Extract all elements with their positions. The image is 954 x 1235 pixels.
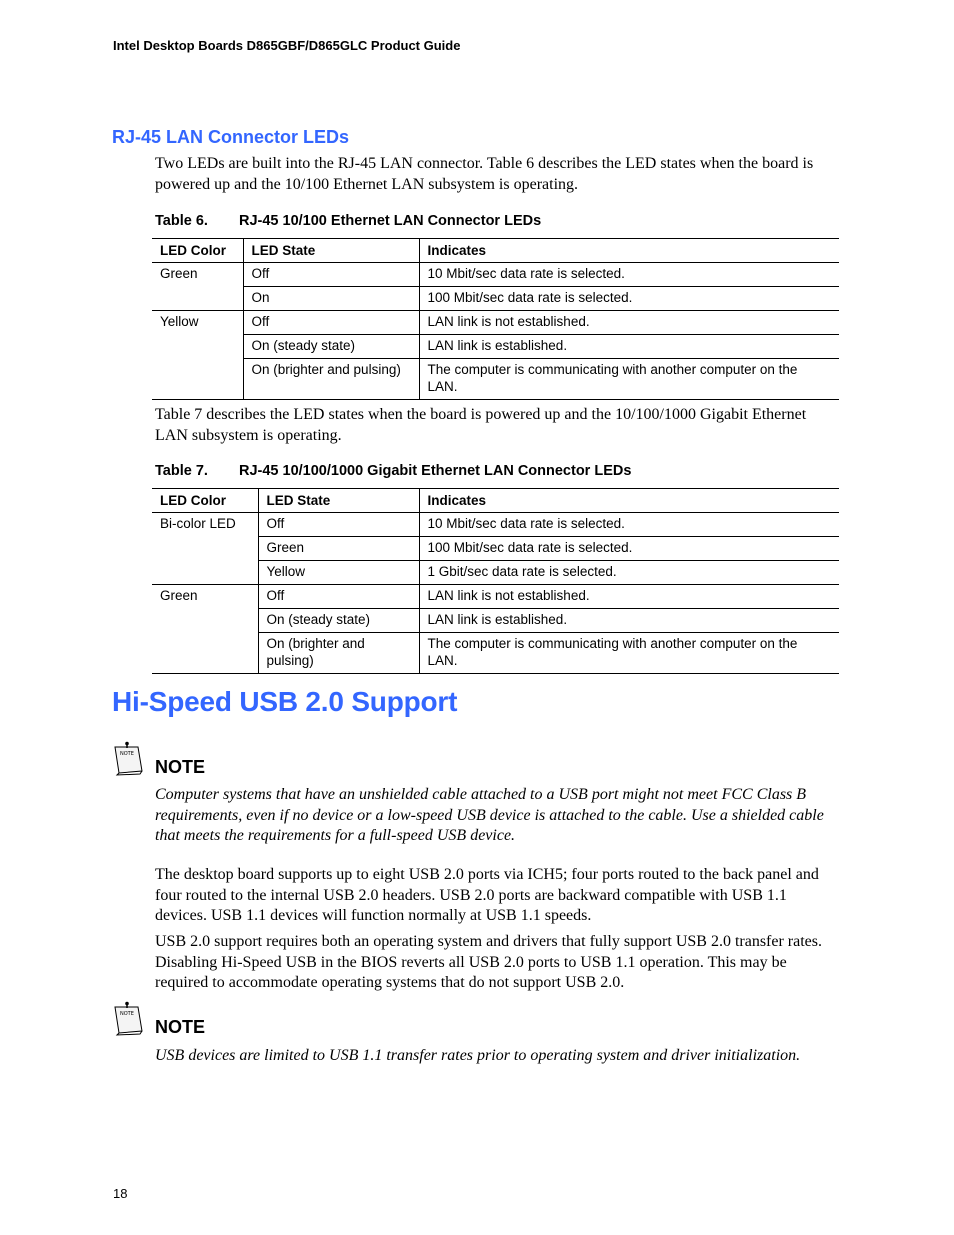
table6-cell-color (152, 359, 243, 400)
table6-cell-indicates: LAN link is not established. (419, 311, 839, 335)
table7-cell-color: Green (152, 585, 258, 609)
table7-cell-color (152, 633, 258, 674)
table6-caption (155, 213, 541, 229)
note-title: NOTE (155, 757, 206, 777)
note-icon (111, 741, 145, 777)
note-title: NOTE (155, 1017, 206, 1037)
table7-cell-indicates: LAN link is not established. (419, 585, 839, 609)
page-number: 18 (113, 1186, 128, 1201)
table7-cell-state: On (steady state) (258, 609, 419, 633)
note-text: USB devices are limited to USB 1.1 transfer rates prior to operating system and driver initialization. (155, 1047, 801, 1064)
section-heading-usb: Hi-Speed USB 2.0 Support (112, 686, 458, 717)
table7-title: RJ-45 10/100/1000 Gigabit Ethernet LAN Connector LEDs (239, 463, 632, 479)
usb-paragraph-1: The desktop board supports up to eight USB 2.0 ports via ICH5; four ports routed to the back panel and four routed to the internal USB 2.0 headers. USB 2.0 ports are backward compatible with USB 1.1 devices. USB 1.1 devices will function normally at USB 1.1 speeds. (155, 866, 819, 924)
table6-title: RJ-45 10/100 Ethernet LAN Connector LEDs (239, 213, 542, 229)
table-row (152, 513, 839, 537)
table6-cell-color (152, 335, 243, 359)
table7-caption (155, 463, 631, 479)
table7-cell-color (152, 561, 258, 585)
table7 (152, 488, 839, 674)
table-row (152, 609, 839, 633)
svg-text:NOTE: NOTE (120, 1011, 134, 1017)
note-icon (111, 1001, 145, 1037)
table-row (152, 287, 839, 311)
table7-cell-indicates: 1 Gbit/sec data rate is selected. (419, 561, 839, 585)
table-row (152, 311, 839, 335)
table7-cell-indicates: The computer is communicating with another computer on the LAN. (419, 633, 839, 674)
svg-text:NOTE: NOTE (120, 751, 134, 757)
table-row (152, 585, 839, 609)
table7-header-color: LED Color (152, 489, 258, 513)
table7-intro-paragraph: Table 7 describes the LED states when the board is powered up and the 10/100/1000 Gigabit Ethernet LAN subsystem is operating. (155, 406, 807, 444)
table7-cell-indicates: 100 Mbit/sec data rate is selected. (419, 537, 839, 561)
rj45-intro-paragraph: Two LEDs are built into the RJ-45 LAN connector. Table 6 describes the LED states when the board is powered up and the 10/100 Ethernet LAN subsystem is operating. (155, 155, 814, 193)
table-row (152, 263, 839, 287)
table6-cell-state: On (brighter and pulsing) (243, 359, 419, 400)
table7-number: Table 7. (155, 463, 208, 479)
table7-header-indicates: Indicates (419, 489, 839, 513)
table-row (152, 561, 839, 585)
table7-cell-state: On (brighter and pulsing) (258, 633, 419, 674)
document-header: Intel Desktop Boards D865GBF/D865GLC Product Guide (113, 38, 461, 53)
table-row (152, 335, 839, 359)
table7-cell-indicates: 10 Mbit/sec data rate is selected. (419, 513, 839, 537)
table-row (152, 359, 839, 400)
table7-cell-state: Off (258, 513, 419, 537)
table6-cell-state: On (243, 287, 419, 311)
table6-header-indicates: Indicates (419, 239, 839, 263)
table6-cell-indicates: The computer is communicating with another computer on the LAN. (419, 359, 839, 400)
table7-cell-color (152, 609, 258, 633)
section-heading-rj45: RJ-45 LAN Connector LEDs (112, 127, 350, 147)
table7-cell-state: Green (258, 537, 419, 561)
table6 (152, 238, 839, 400)
table7-cell-state: Yellow (258, 561, 419, 585)
table7-cell-color: Bi-color LED (160, 516, 236, 531)
table7-cell-color (152, 537, 258, 561)
table7-cell-state: Off (258, 585, 419, 609)
table6-number: Table 6. (155, 213, 208, 229)
table6-header-color: LED Color (152, 239, 243, 263)
note-text: Computer systems that have an unshielded cable attached to a USB port might not meet FCC Class B requirements, even if no device or a low-speed USB device is attached to the cable. Use a shielded cable that meets the requirements for a full-speed USB device. (155, 786, 824, 844)
table6-cell-state: Off (243, 263, 419, 287)
table-row (152, 633, 839, 674)
table6-cell-indicates: 100 Mbit/sec data rate is selected. (419, 287, 839, 311)
table-row (152, 537, 839, 561)
table6-cell-indicates: 10 Mbit/sec data rate is selected. (419, 263, 839, 287)
table7-cell-indicates: LAN link is established. (419, 609, 839, 633)
table6-cell-state: On (steady state) (243, 335, 419, 359)
table6-header-state: LED State (243, 239, 419, 263)
table6-cell-state: Off (243, 311, 419, 335)
table6-cell-color: Yellow (152, 311, 243, 335)
table6-cell-indicates: LAN link is established. (419, 335, 839, 359)
table6-cell-color: Green (160, 266, 198, 281)
table7-header-state: LED State (258, 489, 419, 513)
table6-cell-color (152, 287, 243, 311)
usb-paragraph-2: USB 2.0 support requires both an operating system and drivers that fully support USB 2.0 transfer rates. Disabling Hi-Speed USB in the BIOS reverts all USB 2.0 ports to USB 1.1 operation. This may be required to accommodate operating systems that do not support USB 2.0. (155, 933, 822, 991)
